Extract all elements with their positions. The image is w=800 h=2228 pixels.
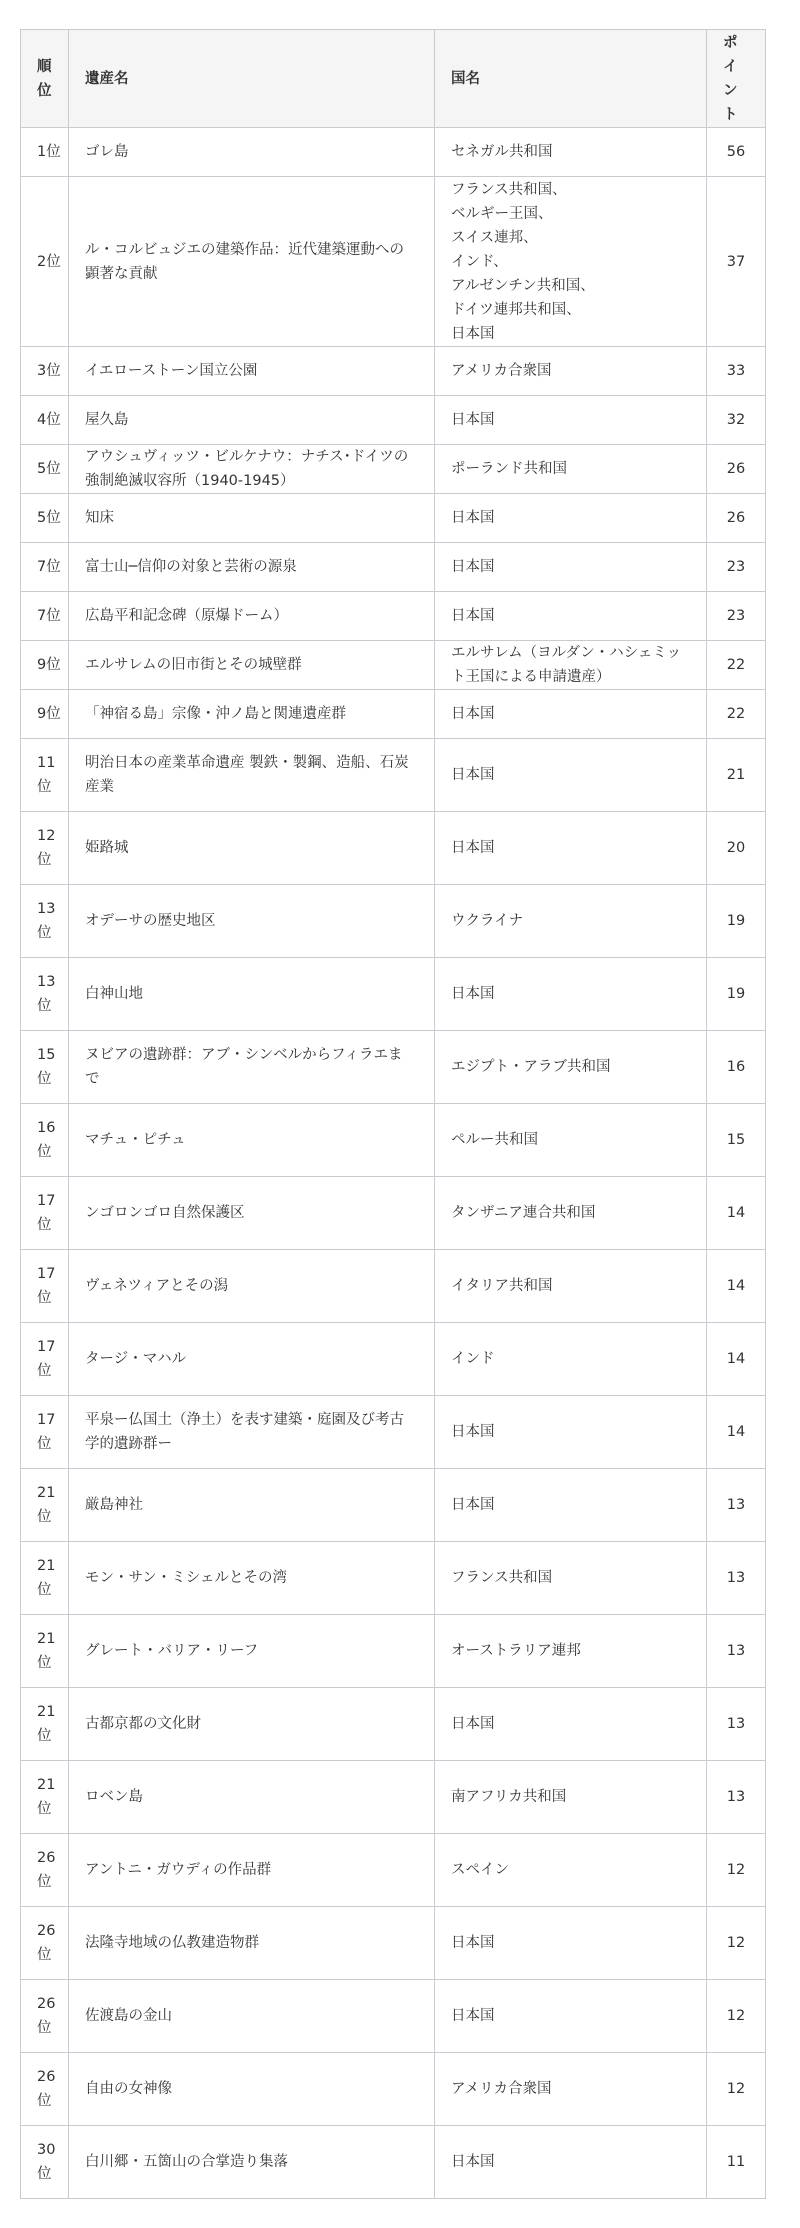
rank-cell: 26位 (21, 2053, 69, 2126)
country-cell (435, 347, 707, 396)
heritage-name-cell: 平泉ー仏国土（浄土）を表す建築・庭園及び考古学的遺跡群ー (69, 1396, 435, 1469)
heritage-name-cell: 自由の女神像 (69, 2053, 435, 2126)
points-cell: 56 (707, 128, 766, 177)
country-name: ウクライナ (451, 913, 524, 929)
table-row (21, 396, 766, 445)
heritage-name-cell: 富士山─信仰の対象と芸術の源泉 (69, 543, 435, 592)
table-row (21, 1396, 766, 1469)
rank-cell: 9位 (21, 641, 69, 690)
rank-cell: 5位 (21, 445, 69, 494)
heritage-name-cell: エルサレムの旧市街とその城壁群 (69, 641, 435, 690)
points-cell: 32 (707, 396, 766, 445)
table-row (21, 1177, 766, 1250)
country-cell (435, 1688, 707, 1761)
table-row (21, 347, 766, 396)
country-cell (435, 1250, 707, 1323)
country-name: ポーランド共和国 (451, 461, 567, 477)
rank-cell: 17位 (21, 1177, 69, 1250)
points-cell: 26 (707, 445, 766, 494)
country-name: イタリア共和国 (451, 1278, 553, 1294)
country-cell (435, 1104, 707, 1177)
country-name: ベルギー王国、 (451, 205, 553, 222)
country-cell (435, 494, 707, 543)
country-name: ペルー共和国 (451, 1132, 538, 1148)
points-cell: 20 (707, 812, 766, 885)
country-cell (435, 1761, 707, 1834)
country-cell (435, 739, 707, 812)
points-cell: 19 (707, 958, 766, 1031)
country-name: 日本国 (451, 840, 495, 856)
table-row (21, 1907, 766, 1980)
table-row (21, 1469, 766, 1542)
country-cell (435, 1907, 707, 1980)
country-cell (435, 1323, 707, 1396)
table-row (21, 1761, 766, 1834)
country-name: 日本国 (451, 510, 495, 526)
country-cell (435, 885, 707, 958)
country-cell (435, 1834, 707, 1907)
country-cell (435, 128, 707, 177)
rank-cell: 9位 (21, 690, 69, 739)
table-row (21, 1688, 766, 1761)
country-cell (435, 1469, 707, 1542)
heritage-name-cell: ヌビアの遺跡群：アブ・シンベルからフィラエまで (69, 1031, 435, 1104)
table-row (21, 958, 766, 1031)
heritage-name-cell: 古都京都の文化財 (69, 1688, 435, 1761)
country-cell (435, 592, 707, 641)
table-row (21, 1615, 766, 1688)
rank-cell: 13位 (21, 885, 69, 958)
heritage-name-cell: 広島平和記念碑（原爆ドーム） (69, 592, 435, 641)
country-name: アメリカ合衆国 (451, 2081, 552, 2097)
country-cell (435, 812, 707, 885)
points-cell: 12 (707, 1834, 766, 1907)
heritage-name-cell: 法隆寺地域の仏教建造物群 (69, 1907, 435, 1980)
country-name: 日本国 (451, 2008, 495, 2024)
points-cell: 13 (707, 1542, 766, 1615)
points-cell: 14 (707, 1396, 766, 1469)
country-cell (435, 1542, 707, 1615)
country-name: スペイン (451, 1862, 509, 1878)
points-cell: 22 (707, 641, 766, 690)
country-cell (435, 543, 707, 592)
country-name: アルゼンチン共和国、 (451, 277, 595, 294)
table-row (21, 1542, 766, 1615)
rank-cell: 17位 (21, 1250, 69, 1323)
points-cell: 12 (707, 1980, 766, 2053)
country-name: スイス連邦、 (451, 229, 538, 246)
rank-cell: 5位 (21, 494, 69, 543)
ranking-table (20, 29, 766, 2199)
table-row (21, 2053, 766, 2126)
rank-cell: 7位 (21, 543, 69, 592)
table-row (21, 445, 766, 494)
country-name: 日本国 (451, 608, 495, 624)
table-row (21, 592, 766, 641)
table-row (21, 1834, 766, 1907)
rank-cell: 17位 (21, 1323, 69, 1396)
country-name: 日本国 (451, 1935, 495, 1951)
country-name: 日本国 (451, 767, 495, 783)
country-name: ドイツ連邦共和国、 (451, 301, 581, 318)
country-name: インド、 (451, 253, 508, 270)
rank-cell: 11位 (21, 739, 69, 812)
country-name: アメリカ合衆国 (451, 363, 552, 379)
points-cell: 23 (707, 592, 766, 641)
country-name: エジプト・アラブ共和国 (451, 1059, 611, 1075)
rank-cell: 21位 (21, 1761, 69, 1834)
table-row (21, 2126, 766, 2199)
heritage-name-cell: 「神宿る島」宗像・沖ノ島と関連遺産群 (69, 690, 435, 739)
points-cell: 22 (707, 690, 766, 739)
country-name: 日本国 (451, 412, 495, 428)
country-cell (435, 958, 707, 1031)
country-name: 日本国 (451, 559, 495, 575)
country-name: フランス共和国 (451, 1570, 553, 1586)
points-cell: 14 (707, 1177, 766, 1250)
heritage-name-cell: 屋久島 (69, 396, 435, 445)
rank-cell: 7位 (21, 592, 69, 641)
points-cell: 37 (707, 177, 766, 347)
rank-cell: 21位 (21, 1615, 69, 1688)
rank-cell: 17位 (21, 1396, 69, 1469)
country-name: エルサレム（ヨルダン・ハシェミット王国による申請遺産） (451, 645, 682, 685)
rank-cell: 21位 (21, 1469, 69, 1542)
rank-cell: 26位 (21, 1907, 69, 1980)
country-name: 日本国 (451, 1716, 495, 1732)
rank-cell: 4位 (21, 396, 69, 445)
rank-cell: 21位 (21, 1542, 69, 1615)
country-cell (435, 1396, 707, 1469)
country-cell (435, 177, 707, 347)
rank-cell: 12位 (21, 812, 69, 885)
heritage-name-cell: 佐渡島の金山 (69, 1980, 435, 2053)
points-cell: 15 (707, 1104, 766, 1177)
table-row (21, 1323, 766, 1396)
rank-cell: 15位 (21, 1031, 69, 1104)
header-points: ポイント (707, 30, 766, 128)
points-cell: 12 (707, 1907, 766, 1980)
country-cell (435, 1177, 707, 1250)
country-cell (435, 2053, 707, 2126)
country-name: タンザニア連合共和国 (451, 1205, 596, 1221)
heritage-name-cell: アウシュヴィッツ・ビルケナウ：ナチス･ドイツの強制絶滅収容所（1940-1945） (69, 445, 435, 494)
heritage-name-cell: ロベン島 (69, 1761, 435, 1834)
header-rank: 順位 (21, 30, 69, 128)
table-row (21, 690, 766, 739)
heritage-name-cell: ヴェネツィアとその潟 (69, 1250, 435, 1323)
country-cell (435, 690, 707, 739)
rank-cell: 1位 (21, 128, 69, 177)
table-row (21, 543, 766, 592)
heritage-name-cell: アントニ・ガウディの作品群 (69, 1834, 435, 1907)
points-cell: 14 (707, 1250, 766, 1323)
heritage-name-cell: ゴレ島 (69, 128, 435, 177)
rank-cell: 13位 (21, 958, 69, 1031)
rank-cell: 26位 (21, 1980, 69, 2053)
table-row (21, 885, 766, 958)
country-name: 日本国 (451, 325, 495, 342)
country-name: オーストラリア連邦 (451, 1643, 581, 1659)
country-name: 日本国 (451, 1497, 495, 1513)
country-cell (435, 1980, 707, 2053)
points-cell: 12 (707, 2053, 766, 2126)
rank-cell: 3位 (21, 347, 69, 396)
heritage-name-cell: グレート・バリア・リーフ (69, 1615, 435, 1688)
heritage-name-cell: ンゴロンゴロ自然保護区 (69, 1177, 435, 1250)
heritage-name-cell: 知床 (69, 494, 435, 543)
heritage-name-cell: オデーサの歴史地区 (69, 885, 435, 958)
country-name: 日本国 (451, 986, 495, 1002)
points-cell: 16 (707, 1031, 766, 1104)
country-name: フランス共和国、 (451, 181, 567, 198)
points-cell: 13 (707, 1615, 766, 1688)
header-row (21, 30, 766, 128)
country-name: 日本国 (451, 706, 495, 722)
points-cell: 14 (707, 1323, 766, 1396)
heritage-name-cell: タージ・マハル (69, 1323, 435, 1396)
country-cell (435, 2126, 707, 2199)
country-cell (435, 641, 707, 690)
country-name: 日本国 (451, 1424, 495, 1440)
header-country: 国名 (435, 30, 707, 128)
points-cell: 33 (707, 347, 766, 396)
rank-cell: 30位 (21, 2126, 69, 2199)
heritage-name-cell: モン・サン・ミシェルとその湾 (69, 1542, 435, 1615)
country-name: インド (451, 1351, 495, 1367)
rank-cell: 26位 (21, 1834, 69, 1907)
points-cell: 11 (707, 2126, 766, 2199)
heritage-name-cell: マチュ・ピチュ (69, 1104, 435, 1177)
heritage-name-cell: 厳島神社 (69, 1469, 435, 1542)
points-cell: 26 (707, 494, 766, 543)
heritage-name-cell: ル・コルビュジエの建築作品：近代建築運動への顕著な貢献 (69, 177, 435, 347)
points-cell: 13 (707, 1469, 766, 1542)
heritage-name-cell: 明治日本の産業革命遺産 製鉄・製鋼、造船、石炭産業 (69, 739, 435, 812)
country-name: セネガル共和国 (451, 144, 553, 160)
heritage-name-cell: 白神山地 (69, 958, 435, 1031)
header-heritage-name: 遺産名 (69, 30, 435, 128)
heritage-name-cell: イエローストーン国立公園 (69, 347, 435, 396)
heritage-name-cell: 姫路城 (69, 812, 435, 885)
country-name: 日本国 (451, 2154, 495, 2170)
country-cell (435, 1615, 707, 1688)
table-row (21, 739, 766, 812)
table-row (21, 1031, 766, 1104)
rank-cell: 2位 (21, 177, 69, 347)
rank-cell: 16位 (21, 1104, 69, 1177)
points-cell: 21 (707, 739, 766, 812)
country-name: 南アフリカ共和国 (451, 1789, 567, 1805)
points-cell: 13 (707, 1688, 766, 1761)
table-row (21, 128, 766, 177)
heritage-name-cell: 白川郷・五箇山の合掌造り集落 (69, 2126, 435, 2199)
rank-cell: 21位 (21, 1688, 69, 1761)
points-cell: 13 (707, 1761, 766, 1834)
table-row (21, 1104, 766, 1177)
table-row (21, 812, 766, 885)
table-row (21, 641, 766, 690)
table-row (21, 1980, 766, 2053)
points-cell: 19 (707, 885, 766, 958)
points-cell: 23 (707, 543, 766, 592)
table-row (21, 494, 766, 543)
table-row (21, 177, 766, 347)
country-cell (435, 1031, 707, 1104)
table-row (21, 1250, 766, 1323)
country-cell (435, 445, 707, 494)
country-cell (435, 396, 707, 445)
